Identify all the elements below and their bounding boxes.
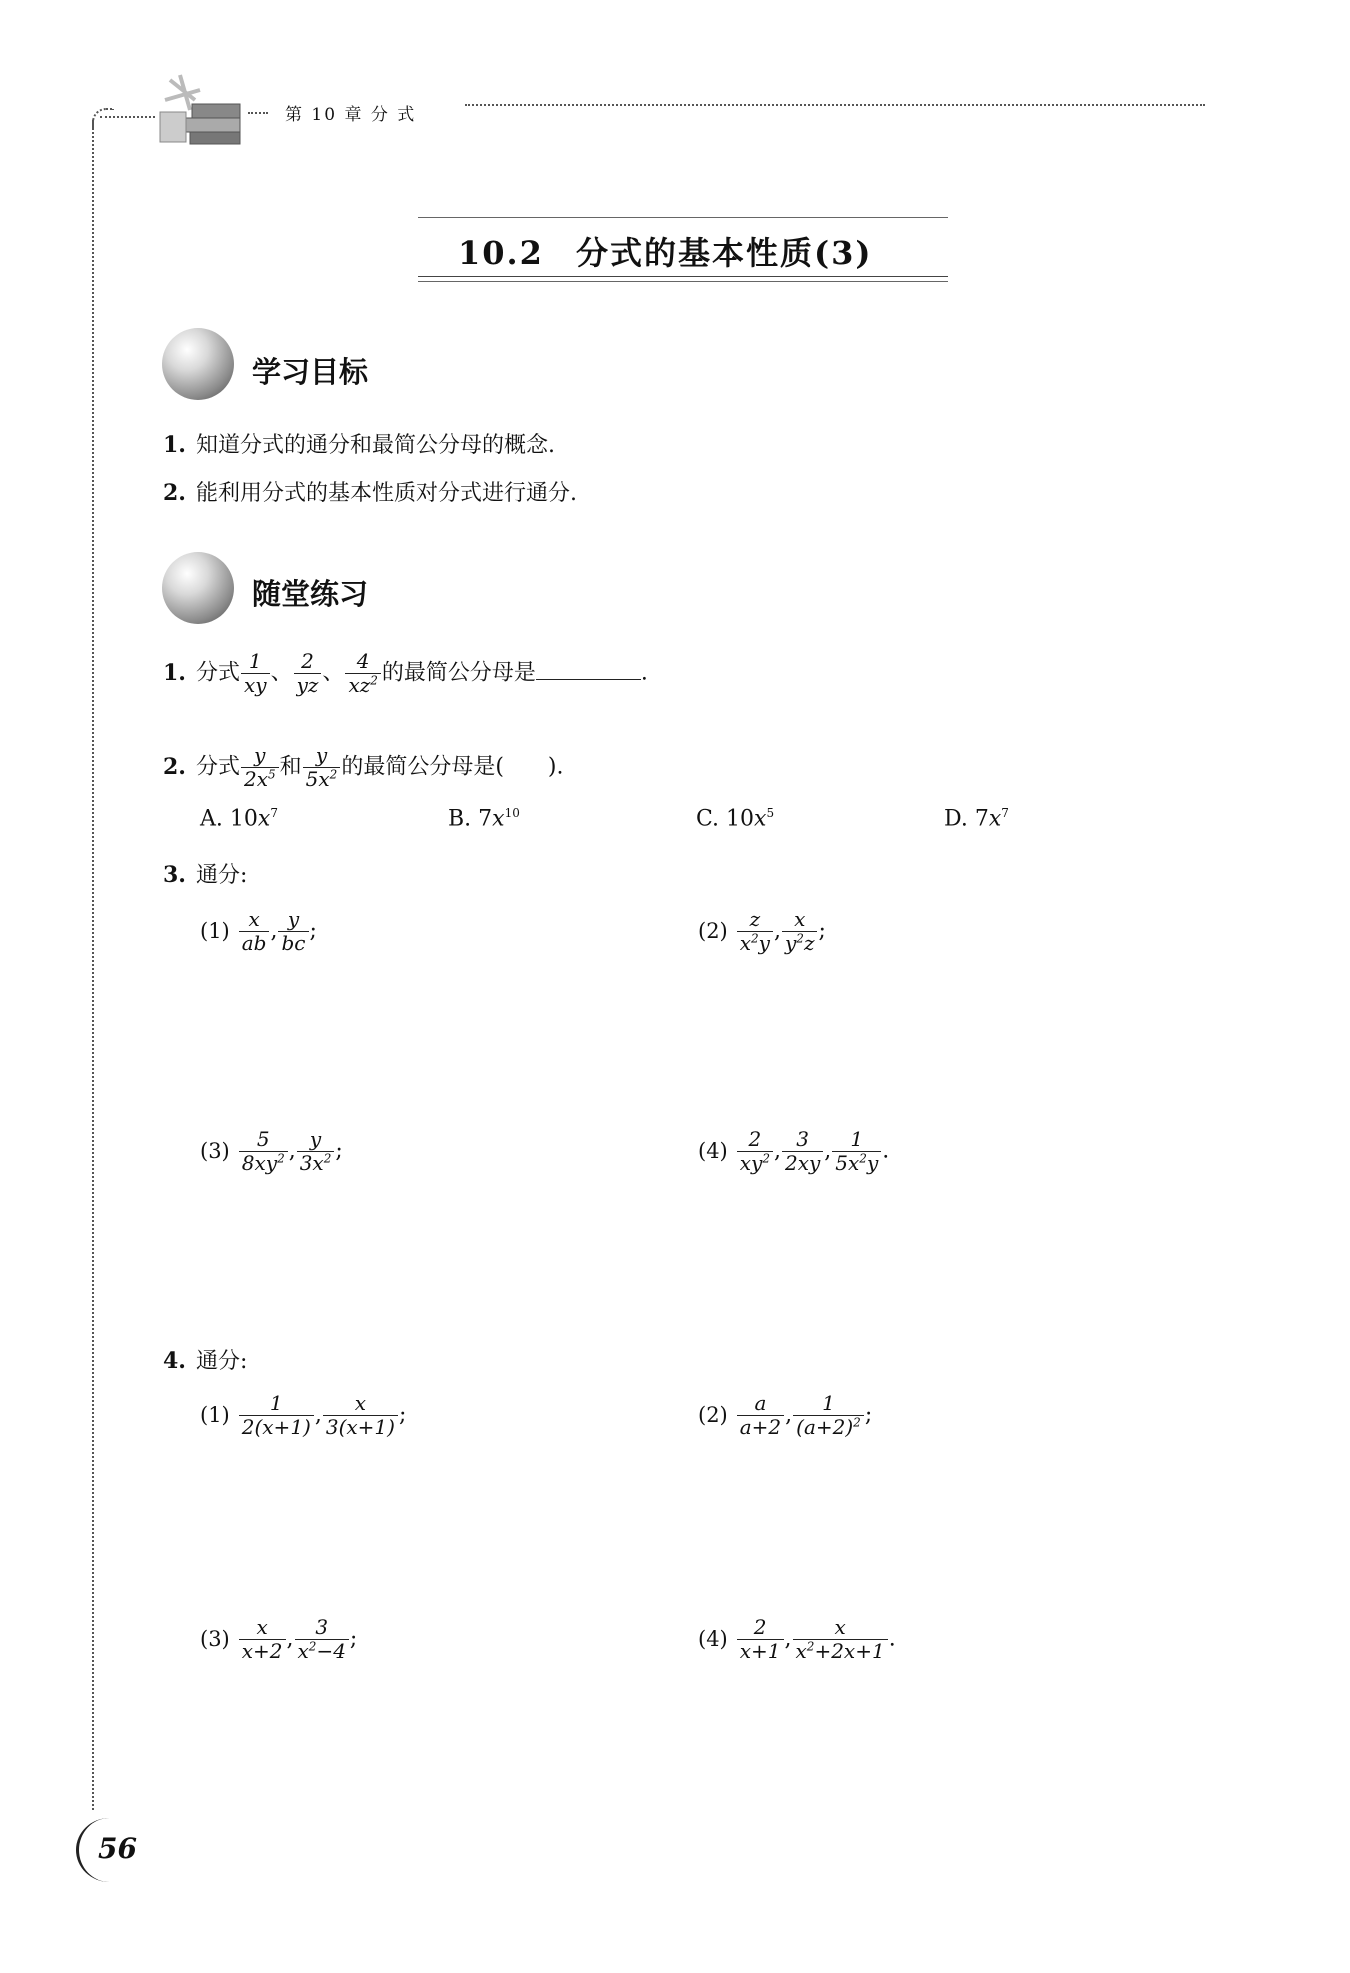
- practice-globe-icon: [162, 552, 234, 624]
- practice-heading: 随堂练习: [252, 577, 369, 611]
- q3-part-3: (3) $\frac{5}{8xy^2}$ , $\frac{y}{3x^2}$ ;: [200, 1127, 343, 1175]
- section-title: [458, 228, 873, 274]
- choice-a[interactable]: A. $10x^7$: [200, 806, 278, 832]
- q3-part-4: (4) $\frac{2}{xy^2}$ , $\frac{3}{2xy}$ , $\frac{1}{5x^2y}$ .: [698, 1127, 890, 1175]
- fraction: $\frac{4}{xz^2}$: [345, 650, 380, 697]
- q4-part-4: (4) $\frac{2}{x+1}$ , $\frac{x}{x^2+2x+1}$ .: [698, 1615, 896, 1663]
- section-title-text: 分式的基本性质(3): [575, 234, 873, 272]
- margin-rule: [92, 120, 94, 1810]
- header-logo: [150, 70, 250, 150]
- question-3: 3. 通分:: [163, 862, 248, 888]
- choice-b[interactable]: B. $7x^{10}$: [448, 806, 520, 832]
- objectives-sphere-icon: [162, 328, 234, 400]
- chapter-label: 第 10 章 分 式: [285, 105, 417, 125]
- question-4: 4. 通分:: [163, 1348, 248, 1374]
- header-rule-right: [465, 104, 1205, 106]
- margin-curve: [92, 108, 114, 130]
- fraction: $\frac{y}{5x^2}$: [303, 744, 341, 791]
- title-rule-bottom: [418, 276, 948, 277]
- page-number: 56: [98, 1832, 137, 1865]
- question-1: 1. 分式 $\frac{1}{xy}$ 、 $\frac{2}{yz}$ 、 $\frac{4}{xz^2}$ 的最简公分母是 .: [163, 649, 648, 697]
- objectives-heading: 学习目标: [252, 355, 369, 389]
- fraction: $\frac{2}{yz}$: [294, 650, 322, 697]
- objective-item: 1. 知道分式的通分和最简公分母的概念.: [163, 432, 555, 458]
- fraction: $\frac{1}{xy}$: [241, 650, 270, 697]
- q4-part-3: (3) $\frac{x}{x+2}$ , $\frac{3}{x^2-4}$ ;: [200, 1615, 358, 1663]
- choice-d[interactable]: D. $7x^7$: [944, 806, 1009, 832]
- title-rule-top: [418, 217, 948, 218]
- answer-blank[interactable]: [536, 678, 641, 680]
- title-rule-bottom-2: [418, 281, 948, 282]
- fraction: $\frac{y}{2x^5}$: [241, 744, 279, 791]
- q4-part-1: (1) $\frac{1}{2(x+1)}$ , $\frac{x}{3(x+1)}$ ;: [200, 1391, 407, 1439]
- books-icon: [150, 70, 250, 150]
- question-2: 2. 分式 $\frac{y}{2x^5}$ 和 $\frac{y}{5x^2}$ 的最简公分母是( ).: [163, 743, 564, 791]
- q4-part-2: (2) $\frac{a}{a+2}$ , $\frac{1}{(a+2)^2}$ ;: [698, 1391, 873, 1439]
- q3-part-2: (2) $\frac{z}{x^2y}$ , $\frac{x}{y^2z}$ ;: [698, 907, 826, 955]
- header-rule-mid: [248, 112, 268, 114]
- objective-item: 2. 能利用分式的基本性质对分式进行通分.: [163, 480, 577, 506]
- q3-part-1: (1) $\frac{x}{ab}$ , $\frac{y}{bc}$ ;: [200, 907, 317, 955]
- choice-c[interactable]: C. $10x^5$: [696, 806, 775, 832]
- section-number: 10.2: [458, 234, 544, 272]
